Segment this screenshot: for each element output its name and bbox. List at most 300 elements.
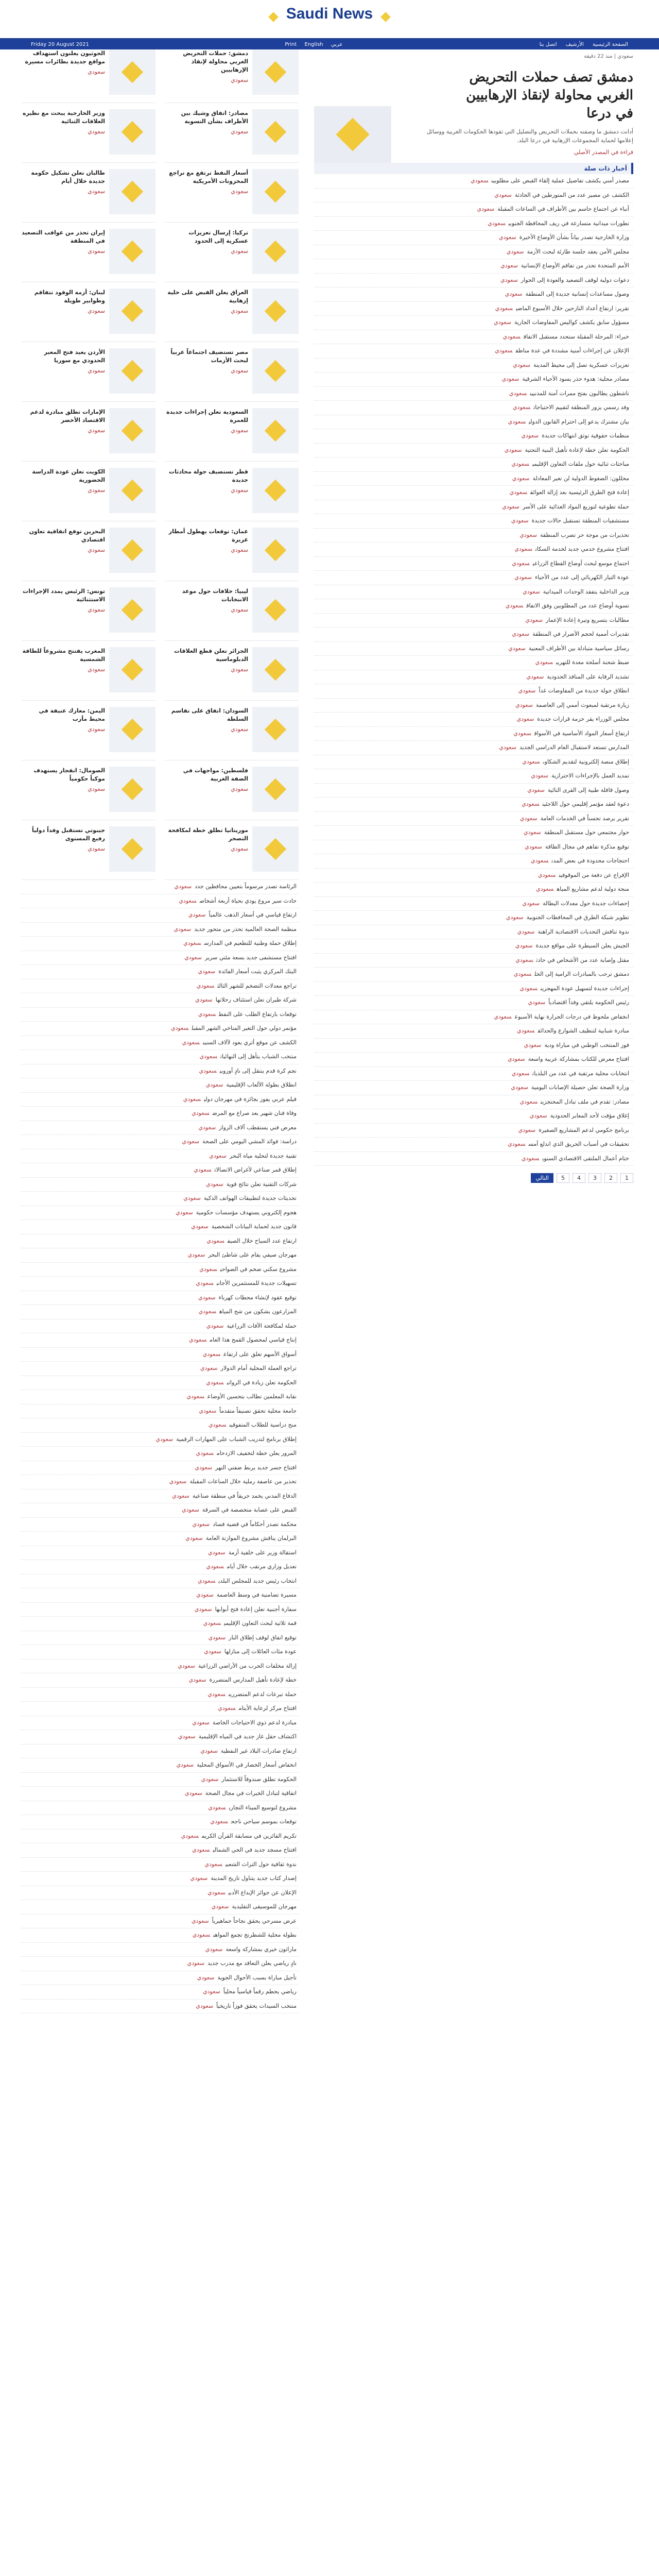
list-item[interactable] (21, 1050, 299, 1064)
list-item[interactable] (314, 670, 633, 685)
list-item[interactable] (314, 812, 633, 826)
news-headline-link[interactable]: برنامج حكومي لدعم المشاريع الصغيرة (539, 1126, 629, 1133)
list-item[interactable] (314, 429, 633, 444)
news-headline-link[interactable]: حادث سير مروع يودي بحياة أربعة أشخاص (199, 897, 297, 904)
news-headline-link[interactable]: افتتاح مستشفى جديد بسعة مئتي سرير (204, 954, 297, 961)
news-card[interactable] (22, 767, 155, 820)
news-card-title[interactable]: موريتانيا تطلق خطة لمكافحة التصحر سعودي (165, 826, 252, 875)
news-headline-link[interactable]: انخفاض ملحوظ في درجات الحرارة نهاية الأسبوع (514, 1013, 629, 1020)
news-thumbnail[interactable] (252, 169, 299, 214)
news-card[interactable] (22, 647, 155, 701)
list-item[interactable] (314, 854, 633, 869)
news-headline-link[interactable]: بيان مشترك يدعو إلى احترام القانون الدولي (528, 418, 629, 425)
list-item[interactable] (314, 500, 633, 515)
news-card-title[interactable]: دمشق: حملات التحريض الغربي محاولة لإنقاذ الإرهابيين سعودي (165, 49, 252, 98)
news-card[interactable] (22, 408, 155, 462)
news-headline-link[interactable]: توقيع مذكرة تفاهم في مجال الطاقة (545, 843, 629, 850)
news-thumbnail[interactable] (252, 49, 299, 95)
list-item[interactable] (314, 982, 633, 996)
news-headline-link[interactable]: مستشفيات المنطقة تستقبل حالات جديدة (531, 517, 629, 524)
list-item[interactable] (314, 840, 633, 855)
news-headline-link[interactable]: شركة طيران تعلن استئناف رحلاتها (215, 996, 297, 1003)
news-headline-link[interactable]: قانون جديد لحماية البيانات الشخصية (211, 1223, 297, 1230)
list-item[interactable] (21, 1404, 299, 1419)
list-item[interactable] (314, 1010, 633, 1025)
list-item[interactable] (21, 1631, 299, 1646)
list-item[interactable] (314, 656, 633, 670)
news-headline-link[interactable]: البرلمان يناقش مشروع الموازنة العامة (205, 1535, 297, 1541)
news-thumbnail[interactable] (252, 528, 299, 573)
news-headline-link[interactable]: وزير الداخلية يتفقد الوحدات الميدانية (543, 588, 629, 595)
list-item[interactable] (21, 1928, 299, 1943)
list-item[interactable] (21, 1999, 299, 2014)
news-headline-link[interactable]: الإعلان عن جوائز الإبداع الأدبي (228, 1889, 297, 1896)
news-headline-link[interactable]: تعزيزات عسكرية تصل إلى محيط المدينة (533, 361, 629, 368)
list-item[interactable] (314, 883, 633, 897)
list-item[interactable] (21, 1886, 299, 1901)
news-headline-link[interactable]: افتتاح مركز لرعاية الأيتام (238, 1705, 297, 1711)
list-item[interactable] (21, 1659, 299, 1674)
news-card-title[interactable]: الجزائر تعلن قطع العلاقات الدبلوماسية سعودي (165, 647, 252, 696)
list-item[interactable] (21, 1758, 299, 1773)
list-item[interactable] (21, 1475, 299, 1489)
news-headline-link[interactable]: الجيش يعلن السيطرة على مواقع جديدة (535, 942, 629, 950)
news-headline-link[interactable]: تراجع العملة المحلية أمام الدولار (220, 1365, 297, 1371)
list-item[interactable] (21, 880, 299, 894)
list-item[interactable] (314, 925, 633, 940)
list-item[interactable] (314, 401, 633, 415)
news-thumbnail[interactable] (109, 348, 155, 394)
news-headline-link[interactable]: إجراءات جديدة لتسهيل عودة المهجرين (540, 985, 629, 992)
news-card[interactable] (22, 169, 155, 223)
news-headline-link[interactable]: مهرجان صيفي يقام على شاطئ البحر (208, 1251, 297, 1258)
news-headline-link[interactable]: تسوية أوضاع عدد من المطلوبين وفق الاتفاق (526, 602, 629, 609)
list-item[interactable] (21, 1489, 299, 1504)
news-thumbnail[interactable] (109, 408, 155, 453)
news-headline-link[interactable]: اكتشاف حقل غاز جديد في المياه الإقليمية (198, 1733, 297, 1740)
news-card-title[interactable]: قطر تستضيف جولة محادثات جديدة سعودي (165, 468, 252, 517)
news-thumbnail[interactable] (109, 169, 155, 214)
news-card[interactable] (22, 348, 155, 402)
news-headline-link[interactable]: ناشطون يطالبون بفتح ممرات آمنة للمدنيين (530, 389, 629, 397)
news-headline-link[interactable]: تعديل وزاري مرتقب خلال أيام (227, 1563, 297, 1570)
list-item[interactable] (21, 1461, 299, 1476)
news-headline-link[interactable]: إطلاق منصة إلكترونية لتقديم الشكاوى (543, 758, 629, 765)
news-headline-link[interactable]: ماراثون خيري بمشاركة واسعة (226, 1945, 297, 1953)
news-headline-link[interactable]: مجلس الوزراء يقر حزمة قرارات جديدة (537, 716, 629, 723)
list-item[interactable] (314, 755, 633, 770)
news-thumbnail[interactable] (252, 826, 299, 872)
list-item[interactable] (21, 1220, 299, 1234)
news-headline-link[interactable]: زيارة مرتقبة لمبعوث أممي إلى العاصمة (535, 701, 629, 708)
page-number[interactable]: 2 (604, 1173, 617, 1183)
news-headline-link[interactable]: تشديد الرقابة على المنافذ الحدودية (547, 673, 629, 680)
news-headline-link[interactable]: تحذيرات من موجة حر تضرب المنطقة (540, 531, 629, 538)
news-card-title[interactable]: طالبان تعلن تشكيل حكومة جديدة خلال أيام سعودي (22, 169, 109, 218)
news-thumbnail[interactable] (252, 647, 299, 692)
news-thumbnail[interactable] (252, 707, 299, 752)
list-item[interactable] (314, 217, 633, 231)
news-thumbnail[interactable] (109, 468, 155, 513)
list-item[interactable] (21, 1149, 299, 1164)
list-item[interactable] (314, 699, 633, 713)
news-headline-link[interactable]: مصادر محلية: هدوء حذر يسود الأحياء الشرقية (522, 376, 629, 383)
list-item[interactable] (21, 1291, 299, 1306)
list-item[interactable] (21, 1163, 299, 1178)
news-card[interactable] (22, 229, 155, 282)
list-item[interactable] (21, 979, 299, 994)
page-number[interactable]: 1 (620, 1173, 633, 1183)
list-item[interactable] (314, 529, 633, 543)
news-headline-link[interactable]: تقديرات أممية لحجم الأضرار في المنطقة (532, 631, 629, 638)
page-number[interactable]: 4 (573, 1173, 585, 1183)
list-item[interactable] (314, 189, 633, 203)
news-headline-link[interactable]: تسهيلات جديدة للمستثمرين الأجانب (216, 1280, 297, 1286)
list-item[interactable] (314, 784, 633, 798)
news-headline-link[interactable]: إصدار كتاب جديد يتناول تاريخ المدينة (211, 1875, 297, 1882)
list-item[interactable] (21, 1914, 299, 1929)
news-headline-link[interactable]: إغلاق مؤقت لأحد المعابر الحدودية (550, 1112, 629, 1120)
list-item[interactable] (21, 1801, 299, 1816)
news-headline-link[interactable]: مسيرة تضامنية في وسط العاصمة (216, 1591, 297, 1598)
list-item[interactable] (314, 939, 633, 954)
news-headline-link[interactable]: إطلاق برنامج لتدريب الشباب على المهارات الرقمية (176, 1435, 297, 1443)
news-thumbnail[interactable] (109, 587, 155, 633)
news-headline-link[interactable]: مطالبات بتسريع وتيرة إعادة الإعمار (546, 616, 629, 623)
news-headline-link[interactable]: افتتاح مسجد جديد في الحي الشمالي (213, 1846, 297, 1853)
list-item[interactable] (314, 1053, 633, 1067)
list-item[interactable] (21, 1617, 299, 1631)
news-thumbnail[interactable] (252, 289, 299, 334)
list-item[interactable] (314, 1109, 633, 1124)
news-card[interactable] (165, 587, 299, 641)
list-item[interactable] (21, 1305, 299, 1319)
news-thumbnail[interactable] (109, 229, 155, 274)
list-item[interactable] (314, 486, 633, 500)
list-item[interactable] (314, 457, 633, 472)
list-item[interactable] (314, 330, 633, 345)
news-headline-link[interactable]: سفارة أجنبية تعلن إعادة فتح أبوابها (215, 1605, 297, 1613)
news-headline-link[interactable]: الحكومة تعلن زيادة في الرواتب (227, 1379, 297, 1386)
list-item[interactable] (314, 599, 633, 614)
news-headline-link[interactable]: انطلاق جولة جديدة من المفاوضات غداً (539, 687, 629, 694)
news-headline-link[interactable]: إزالة مخلفات الحرب من الأراضي الزراعية (198, 1662, 297, 1669)
news-thumbnail[interactable] (109, 528, 155, 573)
news-headline-link[interactable]: محللون: الضغوط الدولية لن تغير المعادلة (532, 474, 629, 482)
news-headline-link[interactable]: تراجع معدلات التضخم للشهر الثالث (217, 982, 297, 989)
source-link[interactable]: قراءة في المصدر الأصلي (574, 149, 633, 156)
news-card-title[interactable]: اليمن: معارك عنيفة في محيط مأرب سعودي (22, 707, 109, 756)
news-headline-link[interactable]: عودة مئات العائلات إلى منازلها (224, 1648, 297, 1655)
news-headline-link[interactable]: الإفراج عن دفعة من الموقوفين (559, 871, 629, 878)
news-card-title[interactable]: السودان: اتفاق على تقاسم السلطة سعودي (165, 707, 252, 756)
list-item[interactable] (21, 1532, 299, 1546)
list-item[interactable] (314, 911, 633, 925)
page-number[interactable]: 3 (588, 1173, 601, 1183)
news-headline-link[interactable]: انتخابات محلية مرتقبة في عدد من البلديات (532, 1070, 629, 1077)
list-item[interactable] (314, 1152, 633, 1166)
news-headline-link[interactable]: حملة لمكافحة الآفات الزراعية (227, 1322, 297, 1329)
news-card[interactable] (22, 49, 155, 103)
news-card-title[interactable]: العراق يعلن القبض على خلية إرهابية سعودي (165, 289, 252, 337)
news-headline-link[interactable]: رياضي يحطم رقماً قياسياً محلياً (223, 1988, 297, 1995)
news-card[interactable] (165, 348, 299, 402)
list-item[interactable] (21, 1022, 299, 1036)
list-item[interactable] (21, 1348, 299, 1362)
news-headline-link[interactable]: المزارعون يشكون من شح المياه (219, 1308, 297, 1315)
news-headline-link[interactable]: الرئاسة تصدر مرسوماً بتعيين محافظين جدد (195, 883, 297, 890)
news-headline-link[interactable]: خطة لإعادة تأهيل المدارس المتضررة (209, 1676, 297, 1683)
list-item[interactable] (21, 1957, 299, 1971)
list-item[interactable] (314, 954, 633, 968)
news-headline-link[interactable]: مجلس الأمن يعقد جلسة طارئة لبحث الأزمة (527, 248, 629, 255)
list-item[interactable] (21, 1319, 299, 1334)
news-headline-link[interactable]: إحصاءات جديدة حول معدلات البطالة (543, 900, 629, 907)
news-headline-link[interactable]: مصدر أمني يكشف تفاصيل عملية إلقاء القبض على مطلوبين (491, 177, 629, 184)
news-headline-link[interactable]: مباحثات ثنائية حول ملفات التعاون الإقليمي (532, 461, 629, 468)
news-headline-link[interactable]: تحديثات جديدة لتطبيقات الهواتف الذكية (203, 1195, 297, 1201)
list-item[interactable] (314, 245, 633, 260)
news-headline-link[interactable]: مؤتمر دولي حول التغير المناخي الشهر المقبل (192, 1025, 297, 1031)
news-thumbnail[interactable] (109, 647, 155, 692)
list-item[interactable] (21, 1560, 299, 1574)
news-headline-link[interactable]: الحكومة تعلن خطة لإعادة تأهيل البنية التحتية (525, 446, 629, 453)
news-headline-link[interactable]: تطوير شبكة الطرق في المحافظات الجنوبية (526, 914, 629, 921)
list-item[interactable] (314, 741, 633, 755)
news-headline-link[interactable]: مبادرة لدعم ذوي الاحتياجات الخاصة (212, 1719, 297, 1726)
news-card-title[interactable]: تركيا: إرسال تعزيزات عسكرية إلى الحدود سعودي (165, 229, 252, 278)
list-item[interactable] (314, 642, 633, 656)
news-headline-link[interactable]: أسواق الأسهم تغلق على ارتفاع (223, 1350, 297, 1358)
news-card-title[interactable]: مصر تستضيف اجتماعاً عربياً لبحث الأزمات سعودي (165, 348, 252, 397)
list-item[interactable] (21, 1107, 299, 1121)
news-headline-link[interactable]: وفاة فنان شهير بعد صراع مع المرض (212, 1110, 297, 1116)
news-headline-link[interactable]: عرض مسرحي يحقق نجاحاً جماهيرياً (212, 1917, 297, 1924)
news-card[interactable] (165, 707, 299, 760)
list-item[interactable] (21, 1008, 299, 1022)
news-card[interactable] (165, 826, 299, 880)
list-item[interactable] (314, 614, 633, 628)
news-headline-link[interactable]: الكشف عن مصير عدد من المتورطين في الحادثة (514, 191, 629, 198)
news-headline-link[interactable]: الأمم المتحدة تحذر من تفاقم الأوضاع الإنسانية (521, 262, 629, 269)
news-headline-link[interactable]: انطلاق بطولة الألعاب الإقليمية (226, 1081, 297, 1088)
list-item[interactable] (314, 344, 633, 359)
list-item[interactable] (21, 1518, 299, 1532)
news-headline-link[interactable]: مشروع لتوسيع الميناء التجاري (229, 1804, 297, 1811)
news-headline-link[interactable]: محكمة تصدر أحكاماً في قضية فساد (213, 1520, 297, 1528)
news-headline-link[interactable]: رئيس الحكومة يلتقي وفداً اقتصادياً (548, 999, 629, 1006)
news-card[interactable] (165, 169, 299, 223)
news-headline-link[interactable]: افتتاح معرض للكتاب بمشاركة عربية واسعة (528, 1056, 629, 1063)
news-headline-link[interactable]: تقرير: ارتفاع أعداد النازحين خلال الأسبوع الماضي (516, 304, 629, 312)
news-card-title[interactable]: مصادر: اتفاق وشيك بين الأطراف بشأن التسوية سعودي (165, 109, 252, 158)
news-headline-link[interactable]: حملة تطوعية لتوزيع المواد الغذائية على الأسر (522, 503, 629, 510)
news-headline-link[interactable]: تمديد العمل بالإجراءات الاحترازية (551, 772, 629, 779)
list-item[interactable] (314, 968, 633, 982)
news-headline-link[interactable]: تحذير من عاصفة رملية خلال الساعات المقبلة (189, 1478, 297, 1485)
list-item[interactable] (314, 897, 633, 911)
news-headline-link[interactable]: حملة تبرعات لدعم المتضررين (228, 1690, 297, 1698)
news-headline-link[interactable]: اتفاقية لتبادل الخبرات في مجال الصحة (205, 1790, 297, 1797)
news-card[interactable] (22, 528, 155, 581)
list-item[interactable] (314, 202, 633, 217)
news-headline-link[interactable]: جامعة محلية تحقق تصنيفاً متقدماً (219, 1407, 297, 1414)
nav-link[interactable]: اتصل بنا (539, 41, 557, 47)
list-item[interactable] (21, 1121, 299, 1136)
news-headline-link[interactable]: تقرير يرصد تحسناً في الخدمات العامة (540, 815, 629, 822)
list-item[interactable] (21, 1234, 299, 1249)
news-card-title[interactable]: وزير الخارجية يبحث مع نظيره العلاقات الثنائية سعودي (22, 110, 105, 135)
news-headline-link[interactable]: مهرجان للموسيقى التقليدية (232, 1903, 297, 1910)
news-thumbnail[interactable] (252, 229, 299, 274)
news-headline-link[interactable]: تأجيل مباراة بسبب الأحوال الجوية (217, 1974, 297, 1981)
list-item[interactable] (21, 1503, 299, 1518)
news-headline-link[interactable]: ندوة ثقافية حول التراث الشعبي (225, 1860, 297, 1868)
news-headline-link[interactable]: الكشف عن موقع أثري يعود لآلاف السنين (202, 1039, 297, 1046)
list-item[interactable] (21, 1178, 299, 1192)
list-item[interactable] (21, 951, 299, 965)
news-card-title[interactable]: الكويت تعلن عودة الدراسة الحضورية سعودي (22, 468, 109, 517)
news-headline-link[interactable]: مقتل وإصابة عدد من الأشخاص في حادث (536, 956, 629, 963)
news-card[interactable] (165, 229, 299, 282)
news-headline-link[interactable]: نادٍ رياضي يعلن التعاقد مع مدرب جديد (207, 1960, 297, 1967)
list-item[interactable] (314, 259, 633, 274)
list-item[interactable] (21, 1744, 299, 1759)
news-thumbnail[interactable] (252, 408, 299, 453)
news-headline-link[interactable]: انخفاض أسعار الخضار في الأسواق المحلية (197, 1761, 297, 1768)
news-card-title[interactable]: جيبوتي تستقبل وفداً دولياً رفيع المستوى سعودي (22, 826, 109, 875)
list-item[interactable] (314, 274, 633, 288)
lang-link[interactable]: عربي (331, 41, 343, 47)
news-headline-link[interactable]: اجتماع موسع لبحث أوضاع القطاع الزراعي (532, 560, 629, 567)
news-headline-link[interactable]: ضبط شحنة أسلحة معدة للتهريب (556, 659, 629, 666)
list-item[interactable] (314, 472, 633, 486)
list-item[interactable] (21, 1093, 299, 1107)
list-item[interactable] (21, 1574, 299, 1589)
news-headline-link[interactable]: وصول قافلة طبية إلى القرى النائية (547, 786, 629, 793)
news-headline-link[interactable]: إطلاق قمر صناعي لأغراض الاتصالات (214, 1166, 297, 1173)
news-card[interactable] (165, 468, 299, 521)
news-headline-link[interactable]: ارتفاع صادرات البلاد غير النفطية (220, 1747, 297, 1754)
list-item[interactable] (21, 1447, 299, 1461)
lang-link[interactable]: English (304, 41, 323, 47)
list-item[interactable] (21, 1390, 299, 1404)
list-item[interactable] (21, 1900, 299, 1914)
list-item[interactable] (21, 1688, 299, 1702)
news-headline-link[interactable]: توقيع عقود لإنشاء محطات كهرباء (218, 1294, 297, 1301)
news-card-title[interactable]: ليبيا: خلافات حول موعد الانتخابات سعودي (165, 587, 252, 636)
list-item[interactable] (21, 923, 299, 937)
list-item[interactable] (21, 1546, 299, 1561)
news-card-title[interactable]: تونس: الرئيس يمدد الإجراءات الاستثنائية سعودي (22, 587, 109, 636)
news-headline-link[interactable]: دعوات دولية لوقف التصعيد والعودة إلى الحوار (521, 276, 629, 283)
news-thumbnail[interactable] (109, 826, 155, 872)
news-headline-link[interactable]: فوز المنتخب الوطني في مباراة ودية (544, 1041, 629, 1048)
list-item[interactable] (314, 557, 633, 571)
news-card-title[interactable]: الأردن يعيد فتح المعبر الحدودي مع سوريا سعودي (22, 348, 109, 397)
list-item[interactable] (314, 1067, 633, 1081)
news-headline-link[interactable]: انتخاب رئيس جديد للمجلس البلدي (218, 1577, 297, 1584)
list-item[interactable] (21, 908, 299, 923)
list-item[interactable] (21, 937, 299, 951)
list-item[interactable] (21, 1702, 299, 1716)
news-card-title[interactable]: إيران تحذر من عواقب التصعيد في المنطقة سعودي (22, 229, 105, 255)
list-item[interactable] (21, 1248, 299, 1263)
news-headline-link[interactable]: وفد رسمي يزور المنطقة لتقييم الاحتياجات (533, 404, 629, 411)
list-item[interactable] (21, 1333, 299, 1348)
list-item[interactable] (21, 1588, 299, 1603)
list-item[interactable] (21, 894, 299, 909)
list-item[interactable] (21, 1263, 299, 1277)
news-card[interactable] (165, 767, 299, 820)
news-card-title[interactable]: البحرين توقع اتفاقية تعاون اقتصادي سعودي (22, 528, 109, 577)
news-headline-link[interactable]: أنباء عن اجتماع حاسم بين الأطراف في الساعات المقبلة (497, 206, 629, 213)
list-item[interactable] (21, 1064, 299, 1079)
news-headline-link[interactable]: هجوم إلكتروني يستهدف مؤسسات حكومية (196, 1209, 297, 1216)
news-headline-link[interactable]: رسائل سياسية متبادلة بين الأطراف المعنية (528, 645, 629, 652)
news-headline-link[interactable]: منحة دولية لدعم مشاريع المياه (557, 886, 629, 893)
list-item[interactable] (21, 1773, 299, 1787)
list-item[interactable] (314, 543, 633, 557)
news-thumbnail[interactable] (252, 767, 299, 812)
news-thumbnail[interactable] (109, 109, 155, 155)
news-thumbnail[interactable] (109, 49, 155, 95)
list-item[interactable] (21, 1971, 299, 1986)
news-headline-link[interactable]: وزارة الخارجية تصدر بياناً بشأن الأوضاع الأخيرة (519, 234, 629, 241)
lang-link[interactable]: Print (285, 41, 297, 47)
news-card[interactable] (22, 289, 155, 342)
news-headline-link[interactable]: وصول مساعدات إنسانية جديدة إلى المنطقة (525, 291, 629, 298)
list-item[interactable] (314, 826, 633, 840)
news-thumbnail[interactable] (252, 348, 299, 394)
news-card-title[interactable]: أسعار النفط ترتفع مع تراجع المخزونات الأمريكية سعودي (165, 169, 252, 218)
news-card-title[interactable]: الصومال: انفجار يستهدف موكباً حكومياً سعودي (22, 767, 109, 816)
news-headline-link[interactable]: الإعلان عن إجراءات أمنية مشددة في عدة مناطق (515, 347, 629, 354)
news-headline-link[interactable]: الحكومة تطلق صندوقاً للاستثمار (221, 1775, 297, 1783)
list-item[interactable] (21, 1362, 299, 1376)
news-headline-link[interactable]: مسؤول سابق يكشف كواليس المفاوضات الجارية (514, 319, 629, 326)
list-item[interactable] (21, 1418, 299, 1433)
list-item[interactable] (314, 1024, 633, 1039)
news-thumbnail[interactable] (109, 707, 155, 752)
list-item[interactable] (21, 965, 299, 979)
news-headline-link[interactable]: الدفاع المدني يخمد حريقاً في منطقة صناعية (192, 1492, 297, 1499)
news-card-title[interactable]: لبنان: أزمة الوقود تتفاقم وطوابير طويلة سعودي (22, 289, 109, 337)
news-thumbnail[interactable] (109, 767, 155, 812)
list-item[interactable] (314, 1081, 633, 1095)
news-headline-link[interactable]: إنتاج قياسي لمحصول القمح هذا العام (210, 1336, 297, 1343)
news-card[interactable] (165, 109, 299, 163)
news-headline-link[interactable]: القبض على عصابة متخصصة في السرقة (202, 1506, 297, 1513)
news-headline-link[interactable]: ندوة تناقش التحديات الاقتصادية الراهنة (537, 928, 629, 935)
nav-link[interactable]: الأرشيف (565, 41, 584, 47)
news-headline-link[interactable]: إطلاق حملة وطنية للتطعيم في المدارس (204, 940, 297, 946)
news-card[interactable] (165, 408, 299, 462)
list-item[interactable] (21, 1716, 299, 1731)
news-headline-link[interactable]: خبراء: المرحلة المقبلة ستحدد مستقبل الاتفاق (523, 333, 629, 340)
news-headline-link[interactable]: شركات التقنية تعلن نتائج قوية (226, 1180, 297, 1188)
news-headline-link[interactable]: توقعات بارتفاع الطلب على النفط (219, 1010, 297, 1018)
news-headline-link[interactable]: نجم كرة قدم ينتقل إلى نادٍ أوروبي (219, 1067, 297, 1074)
list-item[interactable] (314, 1138, 633, 1152)
news-headline-link[interactable]: تطورات ميدانية متسارعة في ريف المحافظة الجنوبي (508, 219, 629, 227)
list-item[interactable] (21, 1787, 299, 1801)
list-item[interactable] (21, 1730, 299, 1744)
page-number[interactable]: 5 (557, 1173, 569, 1183)
list-item[interactable] (314, 713, 633, 727)
list-item[interactable] (21, 1192, 299, 1206)
news-headline-link[interactable]: بطولة محلية للشطرنج تجمع المواهب (213, 1931, 297, 1938)
